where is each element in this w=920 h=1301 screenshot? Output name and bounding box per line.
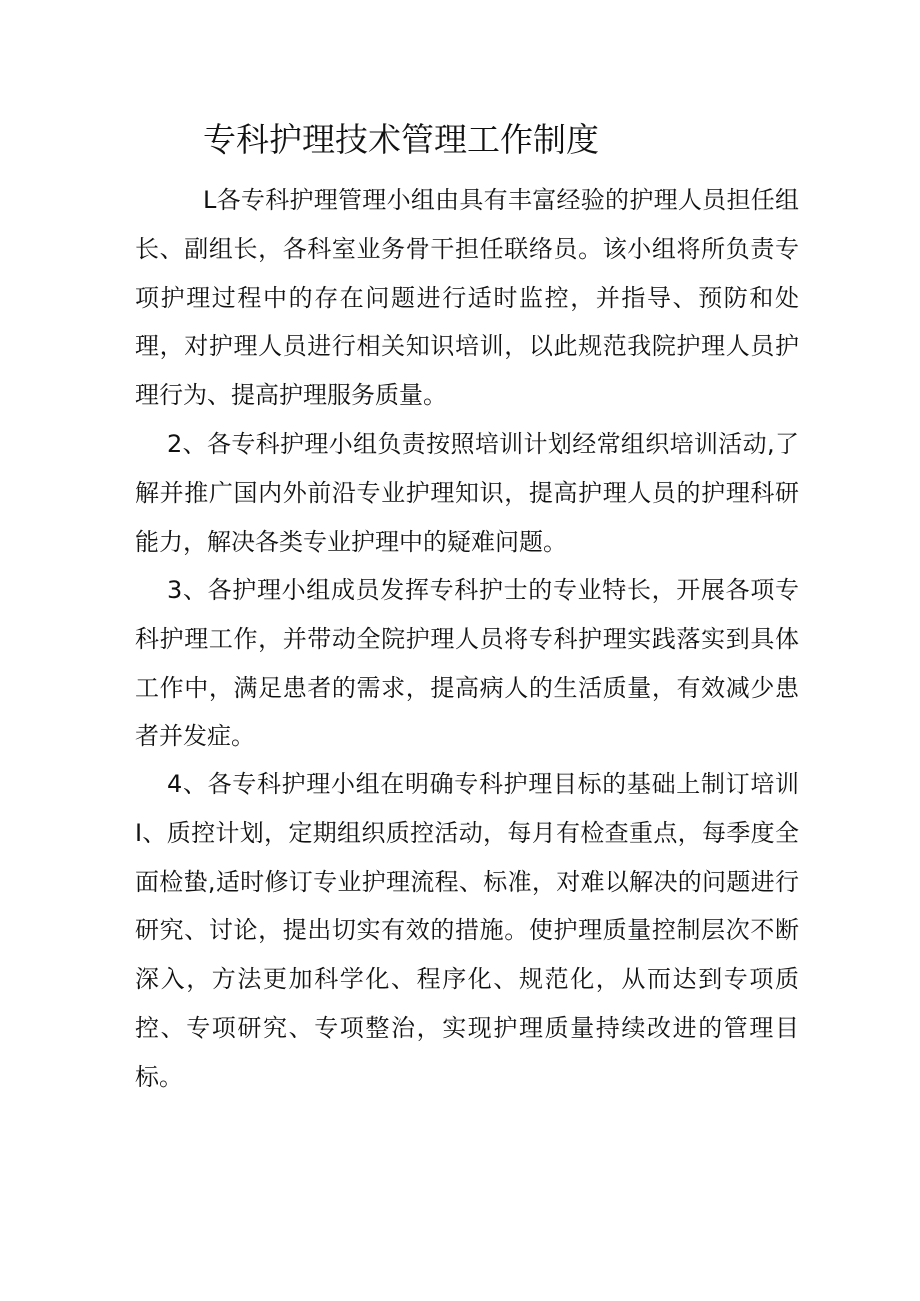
paragraph-3: 3、各护理小组成员发挥专科护士的专业特长，开展各项专科护理工作，并带动全院护理人员将专科护理实践落实到具体工作中，满足患者的需求，提高病人的生活质量，有效减少患者并发症。 <box>135 576 799 751</box>
paragraph-4: 4、各专科护理小组在明确专科护理目标的基础上制订培训I、质控计划，定期组织质控活动，每月有检查重点，每季度全面检蛰,适时修订专业护理流程、标准，对难以解决的问题进行研究、讨论，提出切实有效的措施。使护理质量控制层次不断深入，方法更加科学化、程序化、规范化，从而达到专项质控、专项研究、专项整治，实现护理质量持续改进的管理目标。 <box>135 770 799 1091</box>
paragraph-2: 2、各专科护理小组负责按照培训计划经常组织培训活动,了解并推广国内外前沿专业护理知识，提高护理人员的护理科研能力，解决各类专业护理中的疑难问题。 <box>135 430 799 556</box>
document-title: 专科护理技术管理工作制度 <box>203 120 599 159</box>
paragraph-1: L各专科护理管理小组由具有丰富经验的护理人员担任组长、副组长，各科室业务骨干担任联络员。该小组将所负责专项护理过程中的存在问题进行适时监控，并指导、预防和处理，对护理人员进行相关知识培训，以此规范我院护理人员护理行为、提高护理服务质量。 <box>135 186 799 410</box>
